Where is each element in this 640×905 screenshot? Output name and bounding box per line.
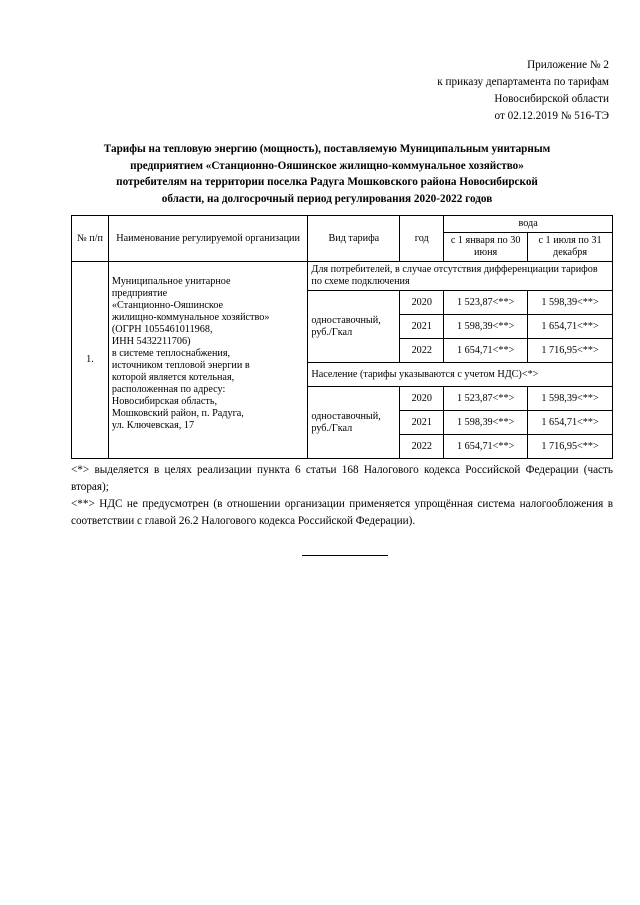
footnote-no-vat: <**> НДС не предусмотрен (в отношении организации применяется упрощённая система налогообложения в соответствии с главой 26.2 Налогового кодекса Российской Федерации).: [71, 498, 613, 527]
org-line: (ОГРН 1055461011968,: [111, 324, 213, 335]
organization-cell: [108, 262, 307, 459]
tariff-value: 1 716,95<**>: [528, 339, 613, 363]
region-name: Новосибирской области: [494, 93, 609, 105]
year-cell: 2022: [400, 339, 444, 363]
org-line: источником тепловой энергии в: [111, 360, 250, 371]
header-year: год: [400, 216, 444, 262]
tariff-value: 1 598,39<**>: [528, 387, 613, 411]
appendix-number: Приложение № 2: [527, 59, 609, 71]
header-tariff-type: Вид тарифа: [308, 216, 400, 262]
org-line: Мошковский район, п. Радуга,: [111, 408, 244, 419]
org-line: «Станционно-Ояшинское: [111, 300, 224, 311]
year-cell: 2020: [400, 387, 444, 411]
tariff-type-cell: одноставочный, руб./Гкал: [308, 291, 400, 363]
org-line: предприятие: [111, 288, 168, 299]
year-cell: 2021: [400, 411, 444, 435]
org-line: Муниципальное унитарное: [111, 276, 231, 287]
org-line: ул. Ключевская, 17: [111, 420, 195, 431]
title-line-4: области, на долгосрочный период регулирования 2020-2022 годов: [161, 192, 493, 205]
tariff-value: 1 716,95<**>: [528, 435, 613, 459]
org-line: в системе теплоснабжения,: [111, 348, 231, 359]
header-water: вода: [444, 216, 613, 233]
tariff-value: 1 654,71<**>: [528, 315, 613, 339]
tariff-type-cell: одноставочный, руб./Гкал: [308, 387, 400, 459]
appendix-header: [389, 57, 609, 125]
tariff-value: 1 598,39<**>: [444, 411, 528, 435]
year-cell: 2022: [400, 435, 444, 459]
document-title: [70, 141, 584, 207]
org-line: расположенная по адресу:: [111, 384, 226, 395]
tariff-value: 1 523,87<**>: [444, 291, 528, 315]
tariff-value: 1 523,87<**>: [444, 387, 528, 411]
group-caption-consumers: Для потребителей, в случае отсутствия дифференциации тарифов по схеме подключения: [308, 262, 613, 291]
header-organization: Наименование регулируемой организации: [108, 216, 307, 262]
title-line-1: Тарифы на тепловую энергию (мощность), поставляемую Муниципальным унитарным: [103, 143, 551, 155]
footnote-vat: <*> выделяется в целях реализации пункта 6 статьи 168 Налогового кодекса Российской Федерации (часть вторая);: [71, 464, 613, 493]
tariff-table: [71, 215, 613, 459]
org-line: которой является котельная,: [111, 372, 235, 383]
order-date: от 02.12.2019 № 516-ТЭ: [494, 110, 609, 122]
table-header-row: [72, 216, 613, 233]
closing-divider: [302, 555, 388, 556]
tariff-value: 1 598,39<**>: [528, 291, 613, 315]
org-line: Новосибирская область,: [111, 396, 218, 407]
tariff-value: 1 654,71<**>: [444, 435, 528, 459]
year-cell: 2020: [400, 291, 444, 315]
title-line-3: потребителям на территории поселка Радуга Мошковского района Новосибирской: [116, 176, 538, 188]
row-number: 1.: [72, 262, 109, 459]
tariff-value: 1 598,39<**>: [444, 315, 528, 339]
header-number: № п/п: [72, 216, 109, 262]
group-caption-population: Население (тарифы указываются с учетом НДС)<*>: [308, 363, 613, 387]
year-cell: 2021: [400, 315, 444, 339]
order-reference: к приказу департамента по тарифам: [437, 76, 609, 88]
footnotes: [71, 462, 613, 530]
tariff-value: 1 654,71<**>: [444, 339, 528, 363]
header-period-1: с 1 января по 30 июня: [444, 233, 528, 262]
table-row: [72, 262, 613, 291]
org-line: жилищно-коммунальное хозяйство»: [111, 312, 270, 323]
tariff-value: 1 654,71<**>: [528, 411, 613, 435]
org-line: ИНН 5432211706): [111, 336, 191, 347]
header-period-2: с 1 июля по 31 декабря: [528, 233, 613, 262]
title-line-2: предприятием «Станционно-Ояшинское жилищно-коммунальное хозяйство»: [130, 159, 524, 172]
